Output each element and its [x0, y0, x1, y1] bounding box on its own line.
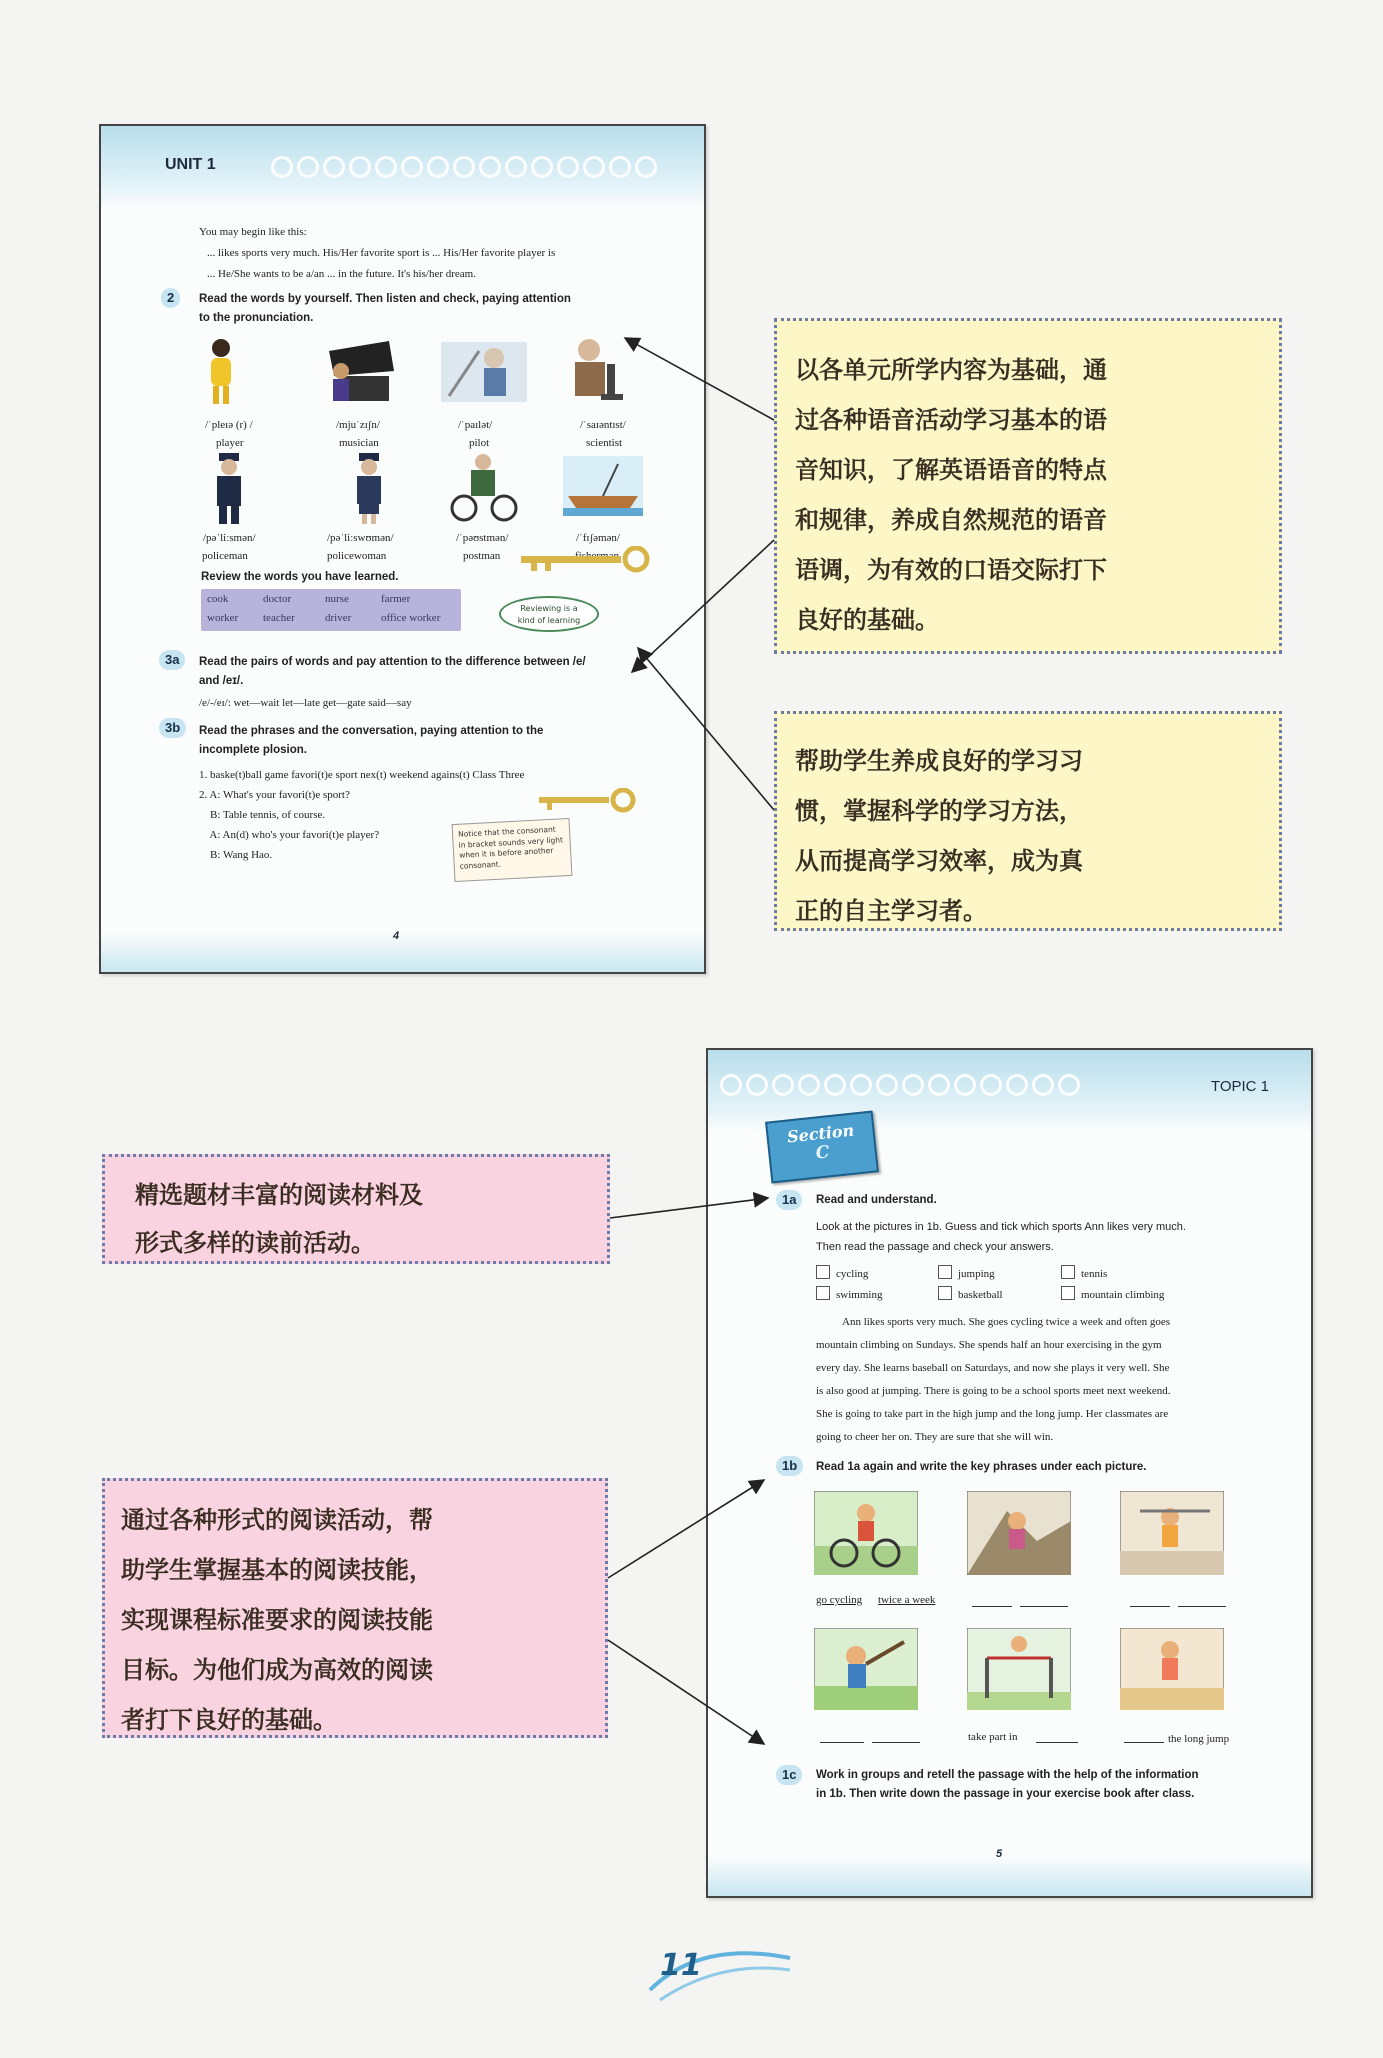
notice-tip-card: Notice that the consonant in bracket sounds very light when it is before another consonant.: [452, 818, 573, 882]
arrow: [610, 1198, 768, 1218]
exercise-instruction: Read the phrases and the conversation, paying attention to the incomplete plosion.: [199, 725, 544, 756]
page-number: 4: [393, 930, 400, 942]
answer-label: the long jump: [1168, 1733, 1230, 1745]
exercise-number: 3a: [159, 650, 185, 670]
review-word: worker: [207, 612, 239, 624]
review-word: nurse: [325, 593, 349, 605]
exercise-number: 1a: [776, 1190, 802, 1210]
passage-line: every day. She learns baseball on Saturdays, and now she plays it very well. She: [816, 1362, 1170, 1374]
ipa-text: /pəˈliːsmən/: [203, 532, 256, 544]
review-word: teacher: [263, 612, 295, 624]
option-cycling[interactable]: cycling: [816, 1265, 868, 1281]
intro-line: ... He/She wants to be a/an ... in the future. It's his/her dream.: [207, 268, 476, 280]
word-text: player: [216, 437, 244, 449]
word-text: policeman: [202, 550, 248, 562]
word-text: pilot: [469, 437, 490, 449]
arrow: [625, 338, 774, 420]
page-footer-number: 11: [660, 1948, 702, 1983]
review-word: office worker: [381, 612, 441, 624]
annotation-card-learning-habits: 帮助学生养成良好的学习习 惯，掌握科学的学习方法， 从而提高学习效率，成为真 正的自主学习者。: [774, 711, 1282, 931]
page-number: 5: [996, 1848, 1003, 1860]
answer-phrase: go cycling: [816, 1594, 863, 1606]
ipa-text: /ˈpəʊstmən/: [456, 532, 509, 544]
word-pairs: /e/-/eɪ/: wet—wait let—late get—gate said—say: [199, 697, 412, 709]
instruction-line: Look at the pictures in 1b. Guess and tick which sports Ann likes very much.: [816, 1221, 1186, 1233]
ipa-text: /ˈpaɪlət/: [458, 419, 493, 431]
passage-line: going to cheer her on. They are sure that she will win.: [816, 1431, 1054, 1443]
section-letter: C: [814, 1142, 831, 1164]
review-word: driver: [325, 612, 352, 624]
answer-phrase: twice a week: [878, 1594, 936, 1606]
section-label: Section: [786, 1120, 856, 1147]
word-text: scientist: [586, 437, 623, 449]
review-word: cook: [207, 593, 229, 605]
option-swimming[interactable]: swimming: [816, 1286, 882, 1302]
dialogue-line: A: An(d) who's your favori(t)e player?: [199, 829, 380, 841]
annotation-card-reading-skills: 通过各种形式的阅读活动，帮 助学生掌握基本的阅读技能， 实现课程标准要求的阅读技能 目标。为他们成为高效的阅读 者打下良好的基础。: [102, 1478, 608, 1738]
passage-line: mountain climbing on Sundays. She spends half an hour exercising in the gym: [816, 1339, 1162, 1351]
intro-line: ... likes sports very much. His/Her favorite sport is ... His/Her favorite player is: [207, 247, 556, 259]
ipa-text: /mjuˈzɪʃn/: [336, 419, 380, 431]
topic-title: TOPIC 1: [1210, 1078, 1269, 1095]
option-jumping[interactable]: jumping: [938, 1265, 995, 1281]
arrow: [608, 1640, 764, 1744]
arrow: [638, 648, 774, 810]
exercise-title: Read 1a again and write the key phrases under each picture.: [816, 1461, 1147, 1473]
exercise-title: Read and understand.: [816, 1194, 937, 1206]
option-basketball[interactable]: basketball: [938, 1286, 1003, 1302]
passage-line: She is going to take part in the high jump and the long jump. Her classmates are: [816, 1408, 1169, 1420]
exercise-number: 2: [161, 288, 180, 308]
review-tip-bubble: Reviewing is a kind of learning: [499, 596, 599, 632]
dialogue-line: B: Table tennis, of course.: [199, 809, 326, 821]
exercise-number: 3b: [159, 718, 186, 738]
exercise-number: 1b: [776, 1456, 803, 1476]
review-word: farmer: [381, 593, 411, 605]
ipa-text: /ˈfɪʃəmən/: [576, 532, 620, 544]
review-title: Review the words you have learned.: [201, 571, 399, 583]
word-text: postman: [463, 550, 501, 562]
passage-line: is also good at jumping. There is going to be a school sports meet next weekend.: [816, 1385, 1171, 1397]
dialogue-line: B: Wang Hao.: [199, 849, 273, 861]
ipa-text: /ˈsaɪəntɪst/: [580, 419, 626, 431]
intro-line: You may begin like this:: [199, 226, 307, 238]
exercise-instruction: Read the pairs of words and pay attention to the difference between /e/ and /eɪ/.: [199, 656, 586, 687]
arrow: [632, 540, 774, 672]
dialogue-line: 2. A: What's your favori(t)e sport?: [199, 789, 350, 801]
exercise-instruction: Work in groups and retell the passage with the help of the information in 1b. Then write down the passage in your exercise book after class.: [816, 1769, 1199, 1800]
phrase-line: 1. baske(t)ball game favori(t)e sport nex(t) weekend agains(t) Class Three: [199, 769, 525, 781]
word-text: musician: [339, 437, 379, 449]
option-mountain-climbing[interactable]: mountain climbing: [1061, 1286, 1164, 1302]
arrow: [608, 1480, 764, 1578]
option-tennis[interactable]: tennis: [1061, 1265, 1107, 1281]
passage-line: Ann likes sports very much. She goes cycling twice a week and often goes: [842, 1316, 1171, 1328]
exercise-instruction: Read the words by yourself. Then listen and check, paying attention to the pronunciation.: [199, 293, 571, 324]
unit-title: UNIT 1: [165, 156, 216, 173]
ipa-text: /ˈpleɪə (r) /: [205, 419, 253, 431]
exercise-number: 1c: [776, 1765, 802, 1785]
annotation-card-phonics: 以各单元所学内容为基础，通 过各种语音活动学习基本的语 音知识，了解英语语音的特点 和规律，养成自然规范的语音 语调，为有效的口语交际打下 良好的基础。: [774, 318, 1282, 654]
review-word: doctor: [263, 593, 292, 605]
instruction-line: Then read the passage and check your answers.: [816, 1241, 1054, 1253]
word-text: policewoman: [327, 550, 387, 562]
answer-label: take part in: [968, 1731, 1018, 1743]
ipa-text: /pəˈliːswʊmən/: [327, 532, 394, 544]
annotation-card-reading-materials: 精选题材丰富的阅读材料及 形式多样的读前活动。: [102, 1154, 610, 1264]
